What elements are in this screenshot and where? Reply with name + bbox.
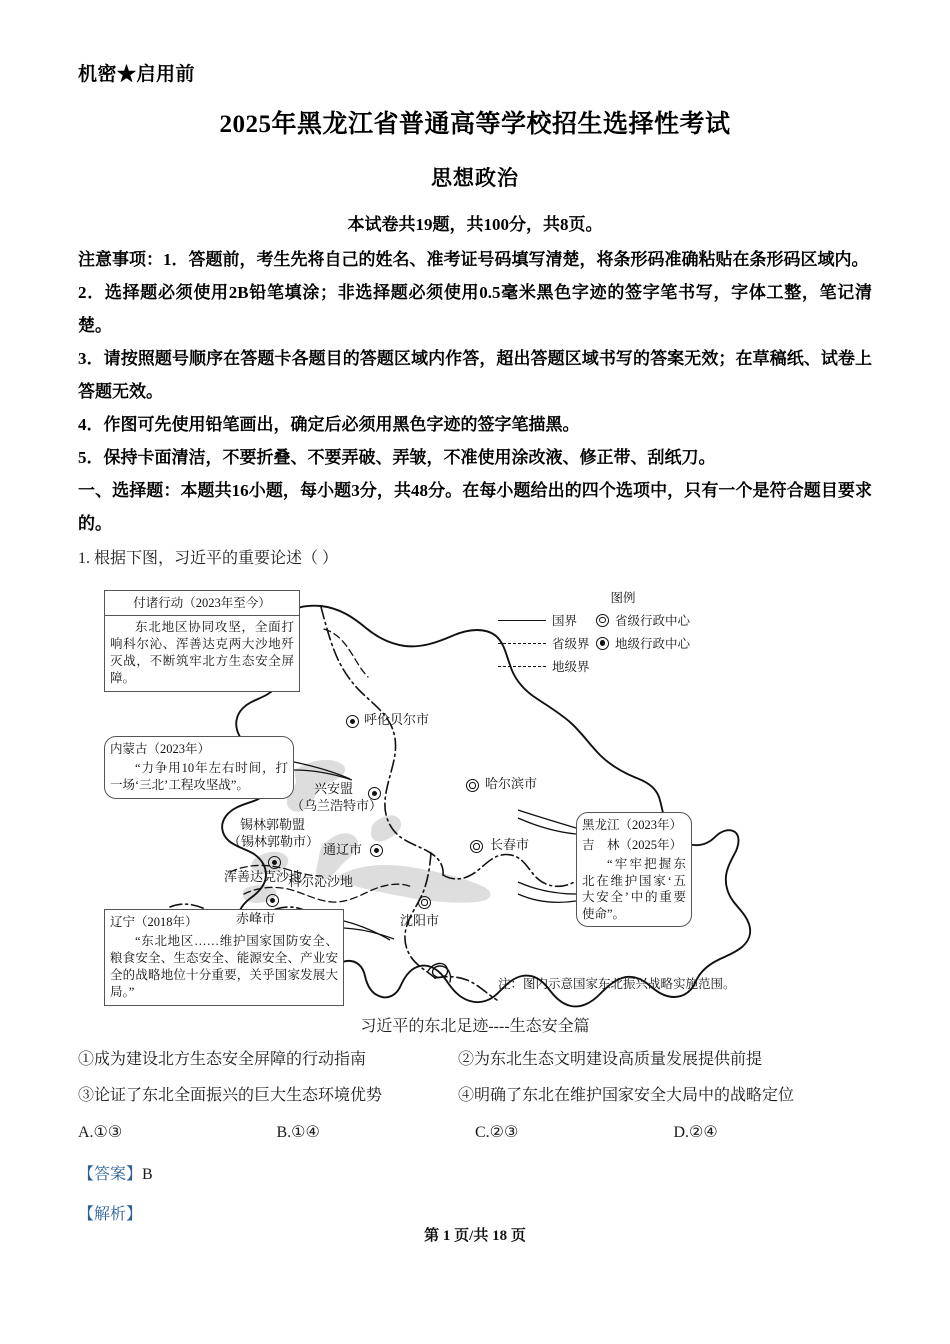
page-title: 2025年黑龙江省普通高等学校招生选择性考试	[219, 111, 731, 138]
notice-item-5: 5．保持卡面清洁，不要折叠、不要弄破、弄皱，不准使用涂改液、修正带、刮纸刀。	[78, 448, 716, 467]
notice-item-3: 3．请按照题号顺序在答题卡各题目的答题区域内作答，超出答题区域书写的答案无效；在草稿纸、试卷上答题无效。	[78, 349, 872, 401]
statement-list	[78, 1042, 872, 1114]
legend-label: 地级行政中心	[615, 637, 691, 651]
choice-a[interactable]: A.①③	[78, 1124, 123, 1141]
city-label-tongliao: 通辽市	[323, 842, 363, 857]
callout-action-title: 付诸行动（2023年至今）	[133, 596, 271, 610]
statement-2: ②为东北生态文明建设高质量发展提供前提	[458, 1051, 763, 1068]
page-footer: 第 1 页/共 18 页	[424, 1228, 526, 1244]
city-label-haerbin: 哈尔滨市	[485, 776, 538, 791]
analysis-label: 【解析】	[78, 1206, 143, 1223]
notice-item-4: 4．作图可先使用铅笔画出，确定后必须用黑色字迹的签字笔描黑。	[78, 415, 580, 434]
city-sublabel-wulanhaote: （乌兰浩特市）	[291, 798, 383, 813]
legend-label: 省级界	[552, 637, 590, 651]
city-label-shenyang: 沈阳市	[400, 913, 440, 928]
subject-title: 思想政治	[431, 166, 519, 190]
callout-action	[104, 590, 300, 692]
answer-line	[78, 1158, 872, 1192]
answer-label: 【答案】	[78, 1166, 143, 1183]
question-stem: 1. 根据下图，习近平的重要论述（ ）	[78, 550, 339, 567]
callout-hljjl-title-line2: 吉 林（2025年）	[582, 838, 683, 852]
statement-row-1	[78, 1042, 872, 1078]
figure-note: 注：图内示意国家东北振兴战略实施范围。	[498, 977, 736, 991]
callout-hljjl-body: “牢牢把握东北在维护国家‘五大安全’中的重要使命”。	[582, 857, 686, 921]
legend-item-prefecture-border	[498, 657, 596, 675]
legend-label: 地级界	[552, 660, 590, 674]
dashed-line-icon	[498, 666, 546, 667]
city-label-hulunbeier: 呼伦贝尔市	[364, 712, 430, 727]
callout-heilongjiang-jilin	[576, 812, 692, 927]
city-dot-shenyang	[418, 896, 431, 909]
callout-liaoning-body: “东北地区……维护国家国防安全、粮食安全、生态安全、能源安全、产业安全的战略地位十分重要，关乎国家发展大局。”	[110, 934, 338, 999]
choice-c[interactable]: C.②③	[475, 1124, 519, 1141]
legend-item-province-border	[498, 634, 596, 652]
question-figure	[78, 576, 872, 1031]
dash-dot-line-icon	[498, 643, 546, 644]
city-label-xinganmeng: 兴安盟	[314, 781, 354, 796]
answer-value: B	[142, 1166, 153, 1183]
legend-label: 省级行政中心	[615, 614, 691, 628]
notice-item-1: 注意事项：1．答题前，考生先将自己的姓名、准考证号码填写清楚，将条形码准确粘贴在条形码区域内。	[78, 250, 869, 269]
city-dot-chifeng	[266, 894, 279, 907]
city-label-xilinguole: 锡林郭勒盟	[240, 817, 306, 832]
statement-4: ④明确了东北在维护国家安全大局中的战略定位	[458, 1087, 795, 1104]
sand-label-hunshandake: 浑善达克沙地	[224, 869, 303, 884]
sand-label-keerqin: 科尔沁沙地	[288, 874, 354, 889]
city-label-changchun: 长春市	[490, 837, 530, 852]
legend-grid	[498, 611, 728, 675]
callout-neimenggu	[104, 736, 294, 799]
notice-item-2: 2．选择题必须使用2B铅笔填涂；非选择题必须使用0.5毫米黑色字迹的签字笔书写，字体工整，笔记清楚。	[78, 283, 872, 335]
city-sublabel-xilinguoleshi: （锡林郭勒市）	[228, 834, 320, 849]
callout-liaoning	[104, 909, 344, 1006]
map-legend	[498, 588, 728, 675]
legend-item-national-border	[498, 611, 596, 629]
page-content	[78, 62, 872, 1232]
city-dot-hulunbeier	[346, 715, 359, 728]
paper-meta: 本试卷共19题，共100分，共8页。	[347, 215, 603, 234]
figure-caption: 习近平的东北足迹----生态安全篇	[360, 1018, 590, 1035]
solid-line-icon	[498, 620, 546, 621]
city-dot-changchun	[470, 840, 483, 853]
confidential-mark: 机密★启用前	[78, 64, 196, 85]
legend-title: 图例	[610, 591, 636, 605]
city-label-chifeng: 赤峰市	[236, 911, 276, 926]
city-dot-tongliao	[370, 844, 383, 857]
callout-liaoning-title: 辽宁（2018年）	[110, 915, 198, 929]
callout-divider	[105, 615, 299, 616]
callout-neimenggu-body: “力争用10年左右时间，打一场‘三北’工程攻坚战”。	[110, 761, 288, 792]
notice-block	[78, 243, 872, 474]
prefecture-center-icon	[596, 637, 609, 650]
statement-1: ①成为建设北方生态安全屏障的行动指南	[78, 1051, 367, 1068]
legend-item-prefecture-center	[596, 634, 728, 652]
legend-label: 国界	[552, 614, 578, 628]
province-center-icon	[596, 614, 609, 627]
choice-list	[78, 1114, 872, 1152]
city-dot-haerbin	[466, 779, 479, 792]
section-heading: 一、选择题：本题共16小题，每小题3分，共48分。在每小题给出的四个选项中，只有一个是符合题目要求的。	[78, 481, 872, 533]
callout-neimenggu-title: 内蒙古（2023年）	[110, 742, 211, 756]
choice-b[interactable]: B.①④	[276, 1124, 320, 1141]
choice-d[interactable]: D.②④	[673, 1124, 718, 1141]
statement-row-2	[78, 1078, 872, 1114]
callout-action-body: 东北地区协同攻坚，全面打响科尔沁、浑善达克两大沙地歼灭战，不断筑牢北方生态安全屏障。	[110, 620, 294, 685]
statement-3: ③论证了东北全面振兴的巨大生态环境优势	[78, 1087, 383, 1104]
callout-hljjl-title-line1: 黑龙江（2023年）	[582, 818, 683, 832]
legend-item-province-center	[596, 611, 728, 629]
